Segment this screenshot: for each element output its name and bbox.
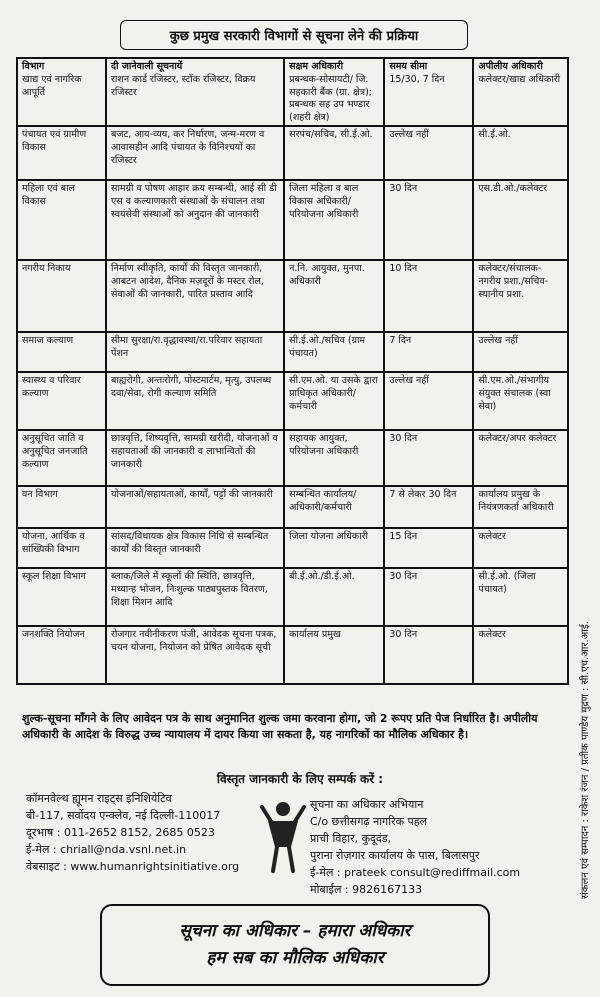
slogan-line-2: हम सब का मौलिक अधिकार: [206, 948, 384, 968]
table-row: [17, 528, 568, 568]
cell-department: समाज कल्याण: [17, 332, 106, 372]
cell-appellate: कलेक्टर: [473, 528, 568, 568]
table-row: [17, 372, 568, 430]
campaign-mobile: मोबाईल : 9826167133: [310, 883, 423, 897]
cell-officer: सम्बन्धित कार्यालय/अधिकारी/कर्मचारी: [284, 486, 384, 528]
cell-time-limit: 30 दिन: [384, 626, 473, 684]
cell-officer: सहायक आयुक्त, परियोजना अधिकारी: [284, 430, 384, 486]
cell-information: सांसद/विधायक क्षेत्र विकास निधि से सम्बन्धित कार्यों की विस्तृत जानकारी: [106, 528, 284, 568]
page-title: कुछ प्रमुख सरकारी विभागों से सूचना लेने की प्रक्रिया: [120, 20, 468, 50]
org-name: कॉमनवेल्थ ह्यूमन राइट्स इनिशियेटिव: [26, 792, 172, 805]
cell-information: रोजगार नवीनीकरण पंजी, आवेदक सूचना पत्रक, चयन योजना, नियोजन को प्रेषित आवेदक सूची: [106, 626, 284, 684]
cell-appellate: कार्यालय प्रमुख के नियंत्रणकर्ता अधिकारी: [473, 486, 568, 528]
cell-appellate: कलेक्टर: [473, 626, 568, 684]
slogan-box: [100, 904, 490, 986]
campaign-email: ई-मेल : prateek consult@rediffmail.com: [310, 866, 521, 880]
cell-time-limit: 7 दिन: [384, 332, 473, 372]
chri-contact: [26, 790, 266, 875]
cell-appellate: कलेक्टर/अपर कलेक्टर: [473, 430, 568, 486]
header-appellate-officer: अपीलीय अधिकारी कलेक्टर/खाद्य अधिकारी: [473, 58, 568, 126]
cell-department: योजना, आर्थिक व सांख्यिकी विभाग: [17, 528, 106, 568]
cell-time-limit: 7 से लेकर 30 दिन: [384, 486, 473, 528]
cell-officer: सी.एम.ओ. या उसके द्वारा प्राधिकृत अधिकारी/कर्मचारी: [284, 372, 384, 430]
cell-department: जनशक्ति नियोजन: [17, 626, 106, 684]
cell-time-limit: 30 दिन: [384, 430, 473, 486]
campaign-contact: [310, 796, 570, 898]
side-credit: संकलन एवं सम्पादन : राकेश रंजन / प्रतीक पाण्डेय मुद्रण : सी.एच.आर.आई.: [580, 621, 591, 899]
table-row: [17, 568, 568, 626]
campaign-care-of: C/o छत्तीसगढ़ नागरिक पहल: [310, 815, 428, 829]
departments-table: [16, 57, 569, 685]
cell-information: बजट, आय-व्यय, कर निर्धारण, जन्म-मरण व आवासहीन आदि पंचायत के विनिश्चयों का रजिस्टर: [106, 126, 284, 180]
cell-officer: न.नि. आयुक्त, मुनपा. अधिकारी: [284, 260, 384, 332]
table-row: [17, 180, 568, 260]
cell-department: स्वास्थ्य व परिवार कल्याण: [17, 372, 106, 430]
org-website: वेबसाइट : www.humanrightsinitiative.org: [26, 860, 240, 874]
slogan-line-1: सूचना का अधिकार – हमारा अधिकार: [179, 920, 411, 941]
cell-information: बाह्यरोगी, अन्तःरोगी, पोस्टमार्टम, मृत्यु, उपलब्ध दवा/सेवा, रोगी कल्याण समिति: [106, 372, 284, 430]
cell-information: सीमा सुरक्षा/रा.वृद्धावस्था/रा.परिवार सहायता पेंशन: [106, 332, 284, 372]
side-credit-wrap: [572, 560, 596, 960]
cell-officer: बी.ई.ओ./डी.ई.ओ.: [284, 568, 384, 626]
cell-appellate: सी.एम.ओ./संभागीय संयुक्त संचालक (स्वा सेवा): [473, 372, 568, 430]
cell-appellate: उल्लेख नहीं: [473, 332, 568, 372]
cell-department: अनुसूचित जाति व अनुसूचित जनजाति कल्याण: [17, 430, 106, 486]
table-row: [17, 260, 568, 332]
org-address: बी-117, सर्वोदय एन्क्लेव, नई दिल्ली-110017: [26, 809, 221, 823]
cell-information: छात्रवृत्ति, शिष्यवृत्ति, सामग्री खरीदी, योजनाओं व सहायताओं की जानकारी व लाभान्वितों की जानकारी: [106, 430, 284, 486]
cell-department: महिला एवं बाल विकास: [17, 180, 106, 260]
campaign-address-2: पुराना रोज़गार कार्यालय के पास, बिलासपुर: [310, 849, 480, 863]
cell-officer: जिला महिला व बाल विकास अधिकारी/परियोजना अधिकारी: [284, 180, 384, 260]
org-phone: दूरभाष : 011-2652 8152, 2685 0523: [26, 826, 215, 840]
campaign-address-1: प्राची विहार, कुदूदंड,: [310, 832, 392, 846]
cell-appellate: सी.ई.ओ. (जिला पंचायत): [473, 568, 568, 626]
cell-officer: सरपंच/सचिव, सी.ई.ओ.: [284, 126, 384, 180]
cell-department: नगरीय निकाय: [17, 260, 106, 332]
cell-information: निर्माण स्वीकृति, कार्यों की विस्तृत जानकारी, आबटन आदेश, दैनिक मज़दूरों के मस्टर रोल, सेवाओं की जानकारी, पारित प्रस्ताव आदि: [106, 260, 284, 332]
table-row: [17, 332, 568, 372]
cell-time-limit: 30 दिन: [384, 568, 473, 626]
cell-information: ब्लाक/जिले में स्कूलों की स्थिति, छात्रवृत्ति, मध्यान्ह भोजन, निःशुल्क पाठ्यपुस्तक वितरण, शिक्षा मिशन आदि: [106, 568, 284, 626]
cell-time-limit: उल्लेख नहीं: [384, 372, 473, 430]
table-row: [17, 430, 568, 486]
cell-information: सामग्री व पोषण आहार क्रय सम्बन्धी, आई सी डी एस व कल्याणकारी संस्थाओं के संचालन तथा स्वयंसेवी संस्थाओं को अनुदान की जानकारी: [106, 180, 284, 260]
cell-department: पंचायत एवं ग्रामीण विकास: [17, 126, 106, 180]
cell-appellate: कलेक्टर/संचालक-नगरीय प्रशा./सचिव-स्थानीय प्रशा.: [473, 260, 568, 332]
table-row: [17, 126, 568, 180]
campaign-name: सूचना का अधिकार अभियान: [310, 798, 424, 811]
cell-time-limit: उल्लेख नहीं: [384, 126, 473, 180]
org-email: ई-मेल : chriall@nda.vsnl.net.in: [26, 843, 187, 857]
cell-time-limit: 10 दिन: [384, 260, 473, 332]
header-time-limit: समय सीमा 15/30, 7 दिन: [384, 58, 473, 126]
table-row: [17, 486, 568, 528]
cell-officer: कार्यालय प्रमुख: [284, 626, 384, 684]
contact-heading: विस्तृत जानकारी के लिए सम्पर्क करें :: [216, 772, 384, 786]
cell-officer: सी.ई.ओ./सचिव (ग्राम पंचायत): [284, 332, 384, 372]
cell-time-limit: 15 दिन: [384, 528, 473, 568]
cell-information: योजनाओं/सहायताओं, कार्यों, पट्टों की जानकारी: [106, 486, 284, 528]
campaign-logo-icon: [258, 795, 308, 875]
fee-note: शुल्क-सूचना माँगने के लिए आवेदन पत्र के साथ अनुमानित शुल्क जमा करवाना होगा, जो 2 रूपए प्रति पेज निर्धारित है। अपीलीय अधिकारी के आदेश के विरुद्ध उच्च न्यायालय में दायर किया जा सकता है, यह नागरिकों का मौलिक अधिकार है।: [22, 712, 538, 741]
cell-department: स्कूल शिक्षा विभाग: [17, 568, 106, 626]
header-information: दी जानेवाली सूचनायें राशन कार्ड रजिस्टर, स्टॉक रजिस्टर, विक्रय रजिस्टर: [106, 58, 284, 126]
table-header-row: [17, 58, 568, 126]
table-row: [17, 626, 568, 684]
cell-appellate: एस.डी.ओ./कलेक्टर: [473, 180, 568, 260]
cell-department: वन विभाग: [17, 486, 106, 528]
header-competent-officer: सक्षम अधिकारी प्रबन्धक-सोसायटी/ जि. सहकारी बैंक (ग्रा. क्षेत्र); प्रबन्धक सह उप भण्डार (शहरी क्षेत्र): [284, 58, 384, 126]
cell-officer: जिला योजना अधिकारी: [284, 528, 384, 568]
header-department: विभाग खाद्य एवं नागरिक आपूर्ति: [17, 58, 106, 126]
cell-appellate: सी.ई.ओ.: [473, 126, 568, 180]
cell-time-limit: 30 दिन: [384, 180, 473, 260]
